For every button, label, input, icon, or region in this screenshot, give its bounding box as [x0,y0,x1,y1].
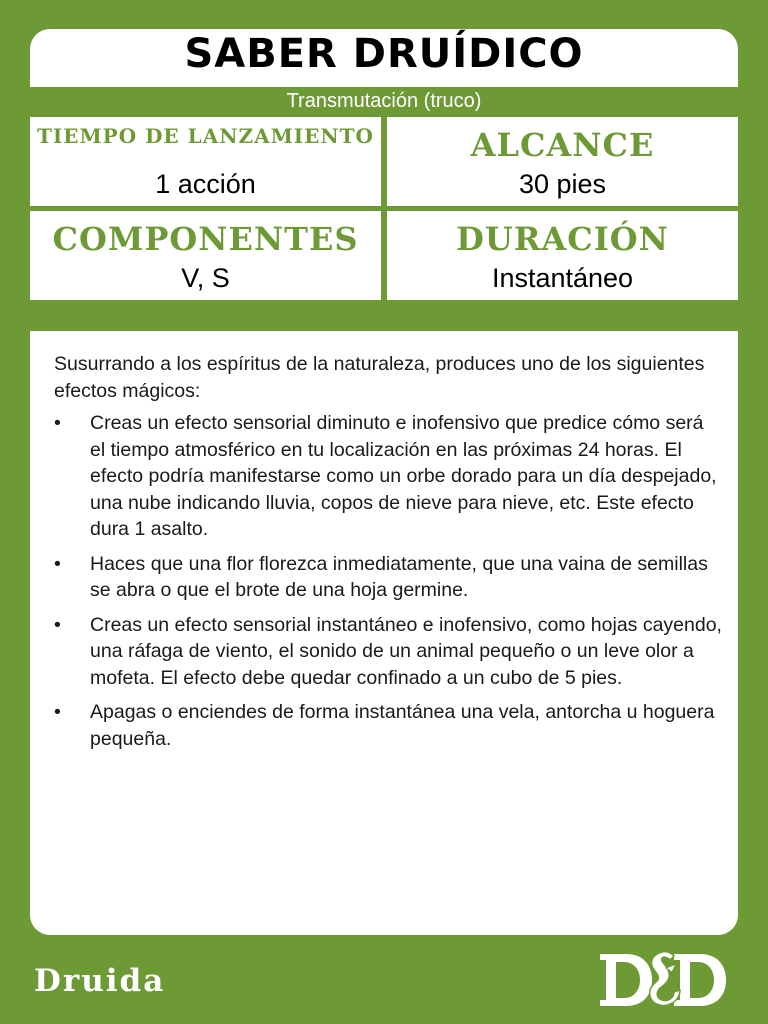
list-item [54,612,724,692]
effect-text: Haces que una flor florezca inmediatamente, que una vaina de semillas se abra o que el brote de una hoja germine. [90,552,708,601]
casting-time-value: 1 acción [155,169,256,199]
title-bar [30,29,738,87]
duration-label: DURACIÓN [456,220,669,258]
spell-school: Transmutación (truco) [286,90,482,112]
components-value: V, S [181,263,230,293]
bullet-icon: • [54,552,61,575]
casting-time-box [30,117,381,206]
description-intro: Susurrando a los espíritus de la naturaleza, produces uno de los siguientes efectos mágicos: [54,353,705,402]
components-box [30,211,381,300]
list-item [54,699,724,752]
casting-time-label: TIEMPO DE LANZAMIENTO [37,124,374,148]
description-panel [30,331,738,935]
bullet-icon: • [54,412,61,434]
effects-list [54,410,724,752]
effect-text: Creas un efecto sensorial diminuto e inofensivo que predice cómo será el tiempo atmosférico en tu localización en las próximas 24 horas. El efecto podría manifestarse como un orbe dorado para un día despejado, una nube indicando lluvia, copos de nieve para nieve, etc. Este efecto dura 1 asalto. [90,412,717,540]
effect-text: Creas un efecto sensorial instantáneo e inofensivo, como hojas cayendo, una ráfaga de viento, el sonido de un animal pequeño o un leve olor a mofeta. El efecto debe quedar confinado a un cubo de 5 pies. [90,613,722,689]
list-item [54,410,724,543]
dnd-logo-icon [596,948,730,1012]
list-item [54,551,724,604]
bullet-icon: • [54,701,61,723]
components-label: COMPONENTES [52,220,359,258]
range-value: 30 pies [518,169,607,199]
duration-box [387,211,738,300]
range-box [387,117,738,206]
spell-title: SABER DRUÍDICO [184,31,584,77]
effect-text: Apagas o enciendes de forma instantánea una vela, antorcha u hoguera pequeña. [90,701,715,750]
description-body [54,351,724,760]
range-label: ALCANCE [470,126,655,164]
bullet-icon: • [54,613,61,636]
duration-value: Instantáneo [491,263,634,293]
class-name: Druida [34,963,166,999]
